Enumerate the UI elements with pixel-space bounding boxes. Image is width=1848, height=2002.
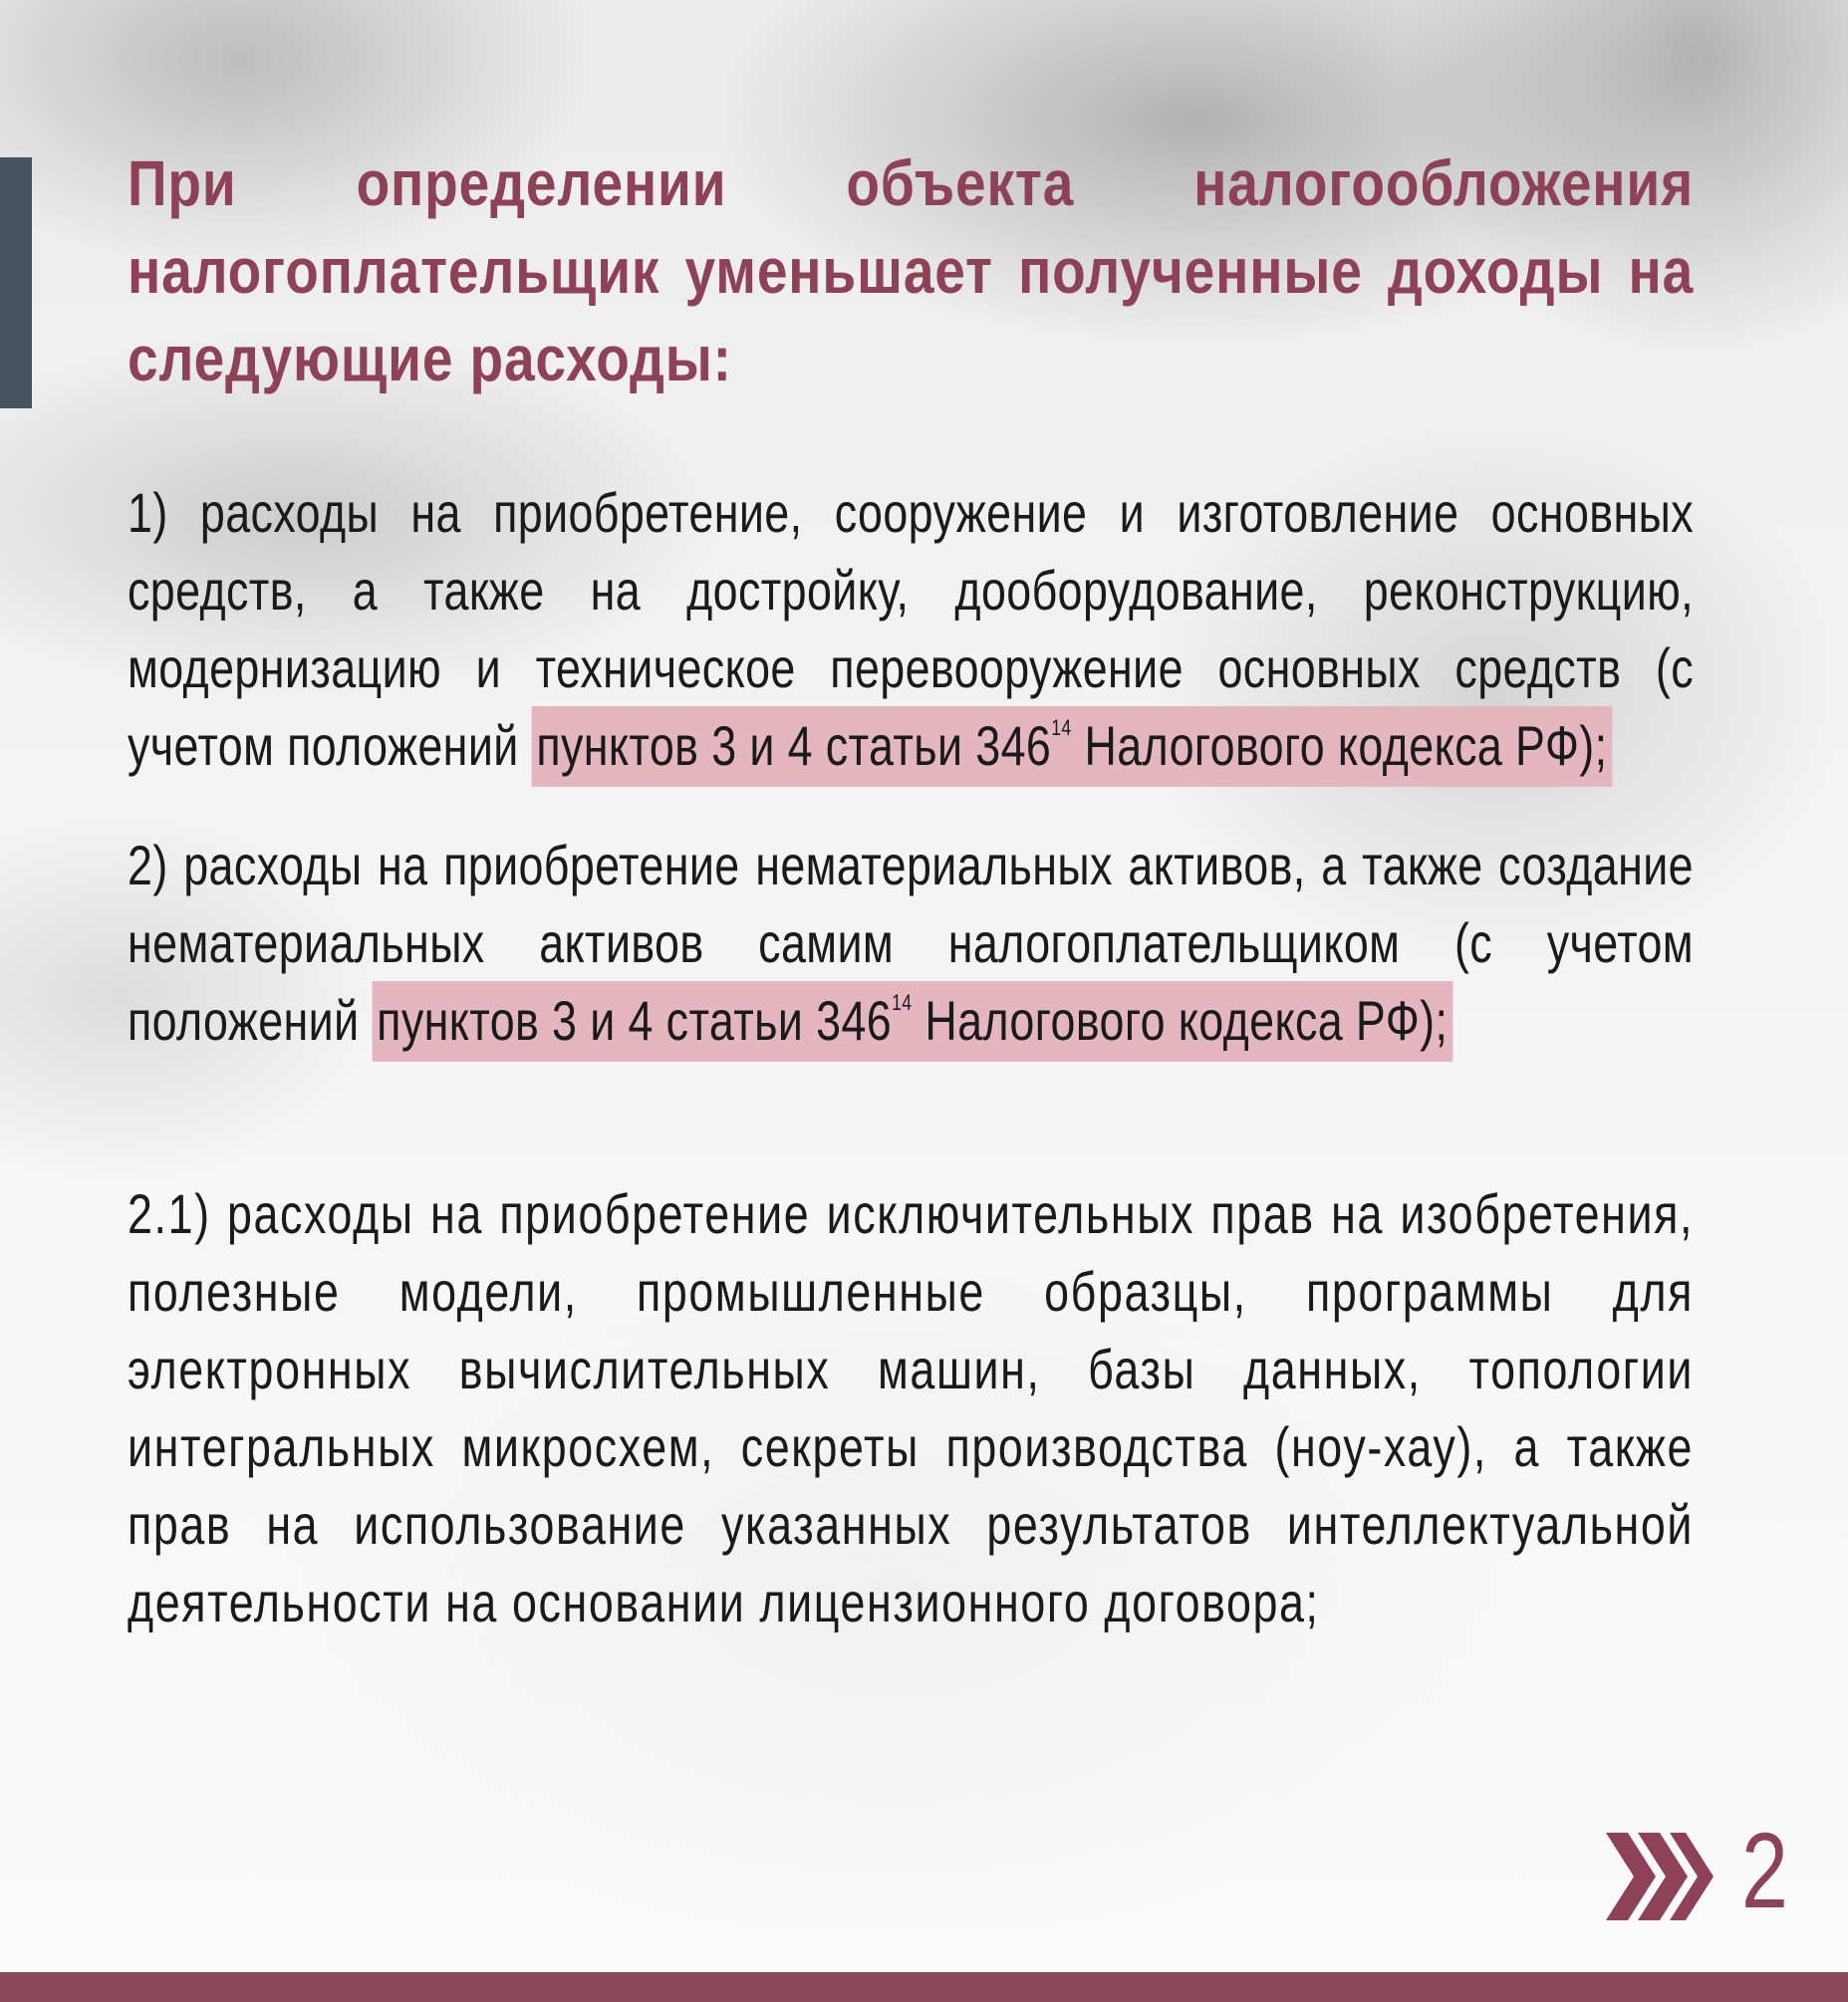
list-item-2-1: 2.1) расходы на приобретение исключительных прав на изобретения, полезные модели, промышленные образцы, программы для электронных вычислительных машин, базы данных, топологии интегральных микросхем, секреты производства (ноу-хау), а также прав на использование указанных результатов интеллектуальной деятельности на основании лицензионного договора; (128, 1182, 1694, 1633)
triple-chevron-right-icon[interactable] (1606, 1833, 1716, 1920)
list-item-2-text: 2) расходы на приобретение нематериальных активов, а также создание нематериальных активов самим налогоплательщиком (с учетом положений (128, 834, 1694, 1052)
page-number: 2 (1741, 1810, 1788, 1930)
list-item-1 (128, 474, 1694, 785)
page-heading: При определении объекта налогообложения налогоплательщик уменьшает полученные доходы на следующие расходы: (128, 147, 1695, 394)
list-item-2-reference-text: пунктов 3 и 4 статьи 346 (377, 989, 893, 1052)
footer-line (0, 1972, 1848, 2002)
list-item-2 (128, 827, 1694, 1060)
list-item-2-reference-sup: 14 (892, 990, 913, 1015)
list-item-2-reference[interactable] (372, 981, 1452, 1062)
list-item-1-reference-text: пунктов 3 и 4 статьи 346 (536, 714, 1052, 777)
list-item-1-reference[interactable] (532, 706, 1613, 787)
list-item-1-reference-tail: Налогового кодекса РФ); (1071, 714, 1608, 777)
document-content (128, 139, 1695, 1633)
list-item-2-reference-tail: Налогового кодекса РФ); (912, 989, 1449, 1052)
list-item-1-text: 1) расходы на приобретение, сооружение и изготовление основных средств, а также на достройку, дооборудование, реконструкцию, модернизацию и техническое перевооружение основных средств (с учетом положений (128, 481, 1694, 777)
side-accent-bar (0, 157, 32, 408)
list-item-1-reference-sup: 14 (1051, 715, 1072, 740)
